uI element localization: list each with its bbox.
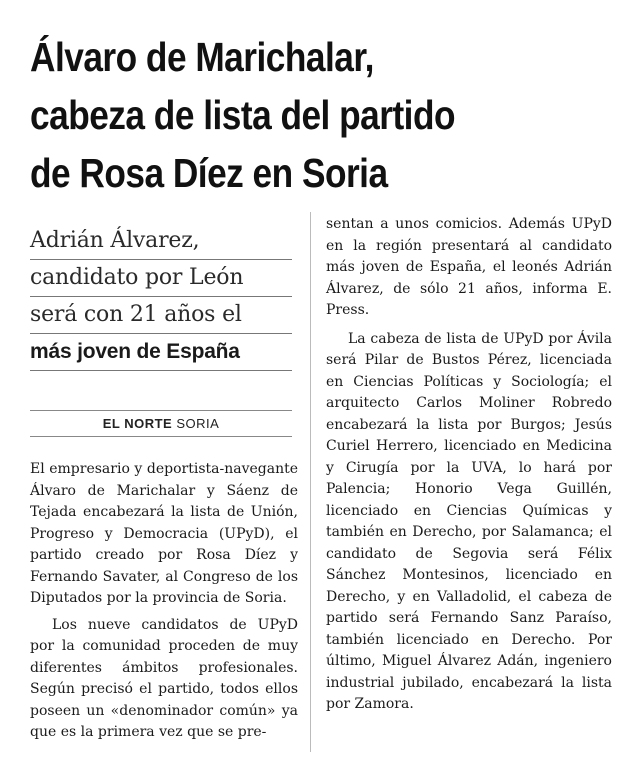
byline-location: SORIA <box>176 416 220 431</box>
subhead-line-highlight: más joven de España <box>30 334 292 371</box>
headline <box>30 28 537 202</box>
body-paragraph: El empresario y deportista-navegante Álvaro de Marichalar y Sáenz de Tejada encabezará la lista de Unión, Progreso y Democracia (UPyD), el partido creado por Rosa Díez y Fernando Savater, al Congreso de los Diputados por la provincia de Soria. <box>30 461 298 606</box>
subheadline <box>30 223 292 371</box>
subhead-line: será con 21 años el <box>30 297 292 334</box>
body-paragraph: sentan a unos comicios. Además UPyD en la región presentará al candidato más joven de España, el leonés Adrián Álvarez, de sólo 21 años, informa E. Press. <box>326 216 612 318</box>
headline-line: cabeza de lista del partido <box>30 92 456 138</box>
subhead-line: candidato por León <box>30 260 292 297</box>
body-paragraph: Los nueve candidatos de UPyD por la comunidad proceden de muy diferentes ámbitos profesionales. Según precisó el partido, todos ellos poseen un «denominador común» ya que es la primera vez que se pre- <box>30 616 298 740</box>
byline-publication: EL NORTE <box>102 416 173 431</box>
column-divider <box>310 212 311 752</box>
body-column-right <box>326 214 612 716</box>
headline-line: Álvaro de Marichalar, <box>30 34 374 80</box>
body-column-left <box>30 459 298 744</box>
byline <box>30 410 292 437</box>
headline-line: de Rosa Díez en Soria <box>30 150 388 196</box>
subhead-line: Adrián Álvarez, <box>30 223 292 260</box>
body-paragraph: La cabeza de lista de UPyD por Ávila será Pilar de Bustos Pérez, licenciada en Ciencias Políticas y Sociología; el arquitecto Carlos Moliner Robredo encabezará la lista por Burgos; Jesús Curiel Herrero, licenciado en Medicina y Cirugía por la UVA, lo hará por Palencia; Honorio Vega Guillén, licenciado en Ciencias Químicas y también en Derecho, por Salamanca; el candidato de Segovia será Félix Sánchez Montesinos, licenciado en Derecho, y en Valladolid, el cabeza de partido será Fernando Sanz Paraíso, también licenciado en Derecho. Por último, Miguel Álvarez Adán, ingeniero industrial jubilado, encabezará la lista por Zamora. <box>326 330 612 712</box>
